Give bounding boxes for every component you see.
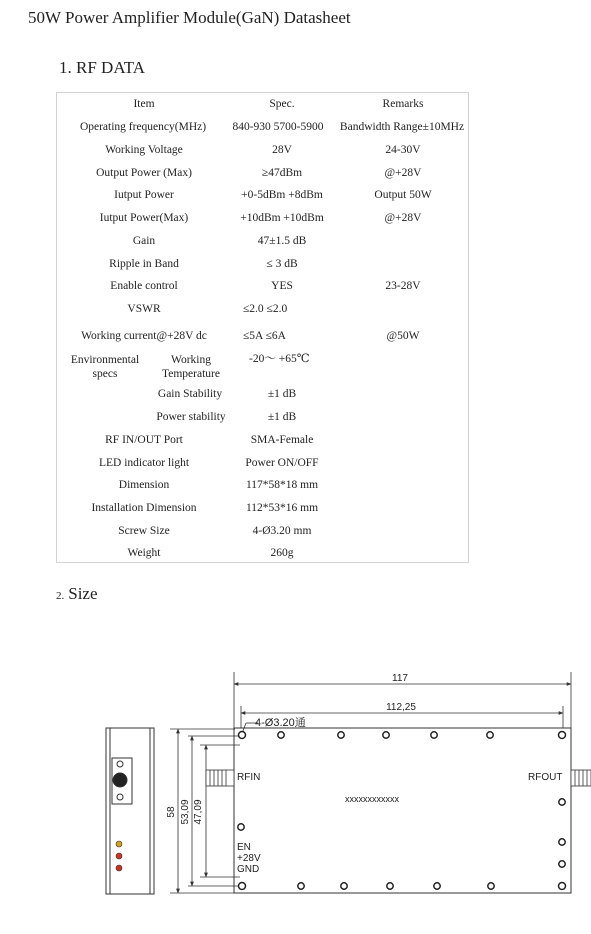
gain-stability-spec: ±1 dB [267,388,297,400]
row-item: Gain [132,235,156,247]
row-spec: ≥47dBm [261,167,303,179]
power-stability-label: Power stability [156,411,226,423]
row-spec: 4-Ø3.20 mm [252,525,312,537]
row-remarks: 23-28V [385,280,421,292]
en-label: EN [237,842,251,853]
row-item: LED indicator light [98,457,190,469]
row-remarks: @+28V [384,167,422,179]
row-remarks: Bandwidth Range±10MHz [339,121,465,133]
led-icon [116,853,122,859]
product-label: xxxxxxxxxxxx [345,794,399,804]
row-remarks: @50W [386,330,420,342]
row-remarks: 24-30V [385,144,421,156]
row-spec: 112*53*16 mm [245,502,319,514]
row-item: Iutput Power [114,189,174,201]
gnd-label: GND [237,864,260,875]
row-spec: ≤ 3 dB [266,258,298,270]
row-spec: +10dBm +10dBm [240,212,324,224]
led-icon [116,865,122,871]
env-label: Environmental [70,354,140,366]
screw-holes [238,732,566,890]
row-item: Installation Dimension [91,502,197,514]
row-item: Weight [127,547,161,559]
row-item: Screw Size [118,525,170,537]
rfin-label: RFIN [237,772,261,783]
row-spec: SMA-Female [250,434,314,446]
row-remarks: @+28V [384,212,422,224]
row-spec: 28V [272,144,292,156]
module-body [234,728,571,893]
env-label: specs [92,368,118,380]
env-temp-label: Temperature [162,368,220,380]
row-item: Operating frequency(MHz) [79,121,207,133]
row-spec: +0-5dBm +8dBm [241,189,323,201]
row-item: VSWR [127,303,161,315]
header-spec: Spec. [269,98,295,110]
led-icon [116,841,122,847]
row-spec: ≤5A ≤6A [243,330,286,342]
row-spec: 47±1.5 dB [257,235,307,247]
row-item: Ripple in Band [109,258,179,270]
row-item: Dimension [118,479,170,491]
dim-117: 117 [392,673,408,684]
env-temp-spec: -20～ +65℃ [249,353,310,365]
hole-label: 4-Ø3.20通 [255,717,306,729]
rfout-connector-icon [571,770,591,786]
side-view [106,728,154,894]
dim-47-09: 47,09 [193,799,204,825]
page-title: 50W Power Amplifier Module(GaN) Datasheet [28,8,351,27]
header-item: Item [133,98,155,110]
env-temp-label: Working [171,354,211,366]
row-remarks: Output 50W [374,189,432,201]
v28-label: +28V [237,853,261,864]
row-spec: Power ON/OFF [245,457,319,469]
row-spec: ≤2.0 ≤2.0 [243,303,288,315]
row-spec: YES [271,280,293,292]
rfin-connector-icon [206,770,234,786]
row-item: Working current@+28V dc [81,330,207,342]
section-number: 2. [56,590,65,602]
gain-stability-label: Gain Stability [157,388,223,400]
row-item: Iutput Power(Max) [99,212,189,224]
row-item: RF IN/OUT Port [105,434,183,446]
row-item: Enable control [110,280,178,292]
row-spec: 117*58*18 mm [245,479,319,491]
rfout-label: RFOUT [528,772,563,783]
dim-53-09: 53,09 [180,799,191,825]
dim-58: 58 [166,806,177,818]
section-rf-data-heading: 1. RF DATA [59,58,146,77]
row-spec: 840-930 5700-5900 [232,121,324,133]
dim-112-25: 112,25 [386,702,416,713]
section-title: Size [68,584,98,603]
header-remarks: Remarks [382,98,424,110]
power-stability-spec: ±1 dB [267,411,297,423]
row-item: Output Power (Max) [96,167,192,179]
row-spec: 260g [270,547,294,559]
row-item: Working Voltage [105,144,183,156]
